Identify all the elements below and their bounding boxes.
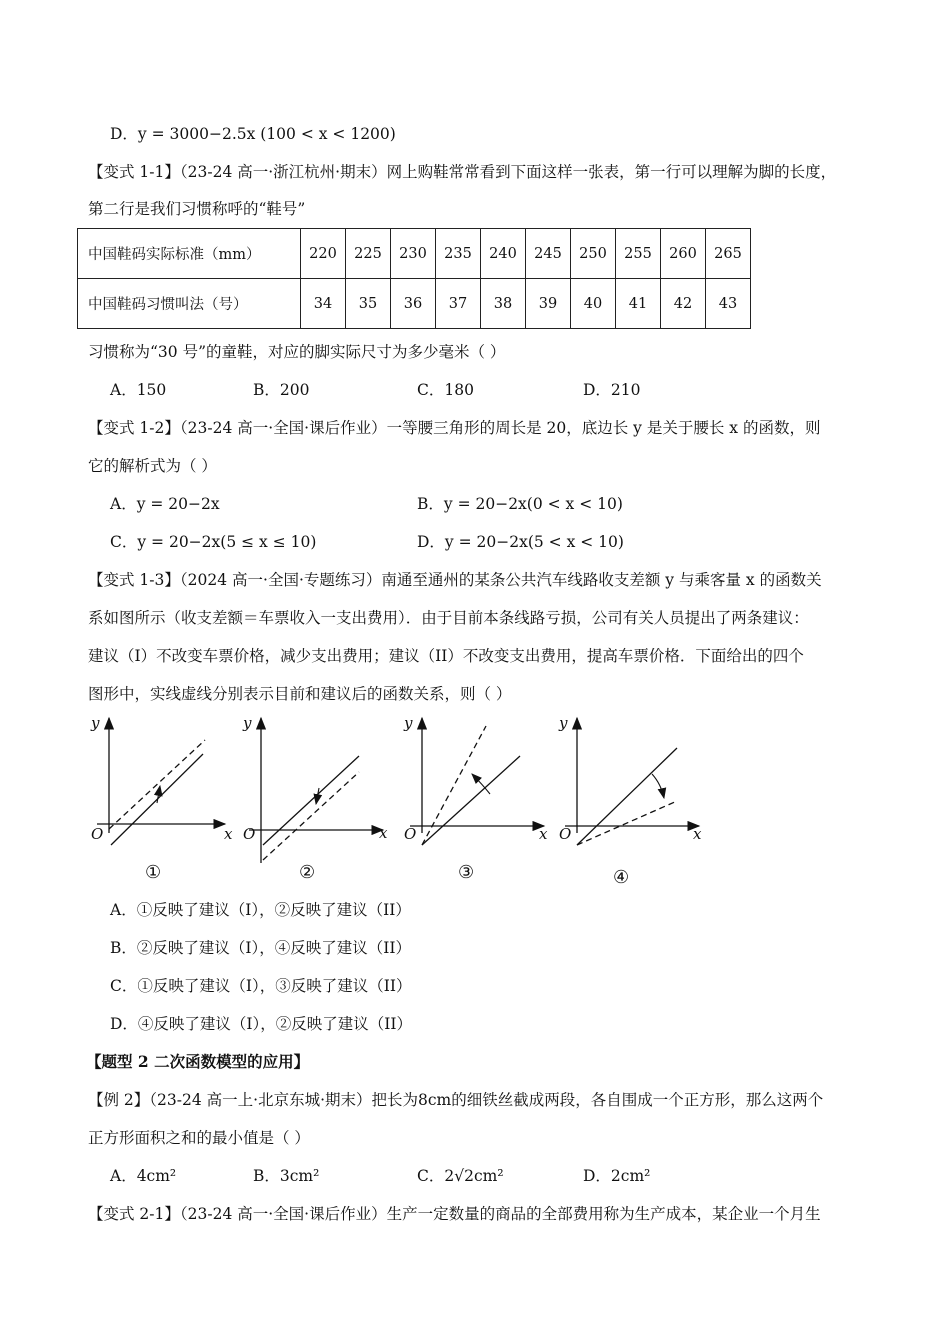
table-row <box>78 279 751 329</box>
variant-1-2-line1: 【变式 1-2】（23-24 高一·全国·课后作业）一等腰三角形的周长是 20，底边长 y 是关于腰长 x 的函数，则 <box>88 419 821 437</box>
option-b: B．y = 20−2x(0 < x < 10) <box>417 495 623 513</box>
x-label: x <box>539 825 548 843</box>
table-cell: 220 <box>301 229 346 279</box>
option-d: D．y = 20−2x(5 < x < 10) <box>417 533 624 551</box>
option-c: C．①反映了建议（I），③反映了建议（II） <box>110 977 412 995</box>
option-c: C．y = 20−2x(5 ≤ x ≤ 10) <box>110 533 317 551</box>
graph-number: ③ <box>458 862 475 883</box>
y-label: y <box>404 714 413 732</box>
option-b: B．3cm² <box>253 1167 320 1185</box>
option-b: B．②反映了建议（I），④反映了建议（II） <box>110 939 412 957</box>
origin-label: O <box>404 825 417 843</box>
option-a: A．y = 20−2x <box>110 495 220 513</box>
option-a: A．4cm² <box>110 1167 177 1185</box>
table-cell: 37 <box>436 279 481 329</box>
graph-number: ① <box>145 862 162 883</box>
table-cell: 36 <box>391 279 436 329</box>
graph-4 <box>558 714 702 888</box>
variant-1-1-line1: 【变式 1-1】（23-24 高一·浙江杭州·期末）网上购鞋常常看到下面这样一张表，第一行可以理解为脚的长度， <box>88 163 837 181</box>
x-label: x <box>693 825 702 843</box>
table-cell: 230 <box>391 229 436 279</box>
table-cell: 39 <box>526 279 571 329</box>
variant-2-1-line1: 【变式 2-1】（23-24 高一·全国·课后作业）生产一定数量的商品的全部费用称为生产成本，某企业一个月生 <box>88 1205 821 1223</box>
option-d: D．2cm² <box>583 1167 651 1185</box>
graph-1 <box>90 714 233 883</box>
origin-label: O <box>91 825 104 843</box>
option-d: D．210 <box>583 381 641 399</box>
current-line <box>577 748 677 845</box>
variant-1-1-question: 习惯称为“30 号”的童鞋，对应的脚实际尺寸为多少毫米（ ） <box>88 343 506 361</box>
table-cell: 245 <box>526 229 571 279</box>
current-line <box>422 756 520 845</box>
table-cell: 42 <box>661 279 706 329</box>
table-cell: 260 <box>661 229 706 279</box>
variant-1-3-line3: 建议（I）不改变车票价格，减少支出费用；建议（II）不改变支出费用，提高车票价格．下面给出的四个 <box>88 647 804 665</box>
graph-number: ② <box>299 862 316 883</box>
table-cell: 35 <box>346 279 391 329</box>
option-c: C．2√2cm² <box>417 1167 504 1185</box>
proposed-line <box>109 740 205 829</box>
proposed-line <box>263 772 359 860</box>
y-label: y <box>91 714 100 732</box>
y-label: y <box>243 714 252 732</box>
table-row-header: 中国鞋码实际标准（mm） <box>78 229 301 279</box>
origin-label: O <box>243 825 256 843</box>
x-label: x <box>379 824 388 842</box>
current-line <box>111 754 203 845</box>
variant-1-3-line2: 系如图所示（收支差额＝车票收入一支出费用）．由于目前本条线路亏损，公司有关人员提出了两条建议： <box>88 609 809 627</box>
option-a: A．150 <box>110 381 167 399</box>
table-cell: 255 <box>616 229 661 279</box>
graph-2 <box>242 714 388 883</box>
table-cell: 250 <box>571 229 616 279</box>
table-cell: 34 <box>301 279 346 329</box>
y-label: y <box>559 714 568 732</box>
shoe-size-table <box>77 228 751 329</box>
origin-label: O <box>559 825 572 843</box>
current-line <box>263 756 359 845</box>
section-heading: 【题型 2 二次函数模型的应用】 <box>86 1052 310 1071</box>
option-d-top: D．y = 3000−2.5x (100 < x < 1200) <box>110 125 396 143</box>
table-cell: 235 <box>436 229 481 279</box>
example-2-line1: 【例 2】（23-24 高一上·北京东城·期末）把长为8cm的细铁丝截成两段，各自围成一个正方形，那么这两个 <box>88 1091 824 1109</box>
option-b: B．200 <box>253 381 310 399</box>
option-d: D．④反映了建议（I），②反映了建议（II） <box>110 1015 413 1033</box>
graph-number: ④ <box>613 867 630 888</box>
table-cell: 43 <box>706 279 751 329</box>
variant-1-3-line4: 图形中，实线虚线分别表示目前和建议后的函数关系，则（ ） <box>88 685 512 703</box>
table-cell: 38 <box>481 279 526 329</box>
option-a: A．①反映了建议（I），②反映了建议（II） <box>110 901 411 919</box>
proposed-line <box>422 726 486 845</box>
table-cell: 225 <box>346 229 391 279</box>
x-label: x <box>224 825 233 843</box>
table-cell: 265 <box>706 229 751 279</box>
graph-3 <box>403 714 548 883</box>
example-2-line2: 正方形面积之和的最小值是（ ） <box>88 1129 310 1147</box>
option-c: C．180 <box>417 381 474 399</box>
table-row <box>78 229 751 279</box>
table-cell: 40 <box>571 279 616 329</box>
table-cell: 240 <box>481 229 526 279</box>
variant-1-1-line2: 第二行是我们习惯称呼的“鞋号” <box>88 200 306 218</box>
variant-1-2-line2: 它的解析式为（ ） <box>88 457 217 475</box>
proposed-line <box>577 801 677 845</box>
table-cell: 41 <box>616 279 661 329</box>
variant-1-3-line1: 【变式 1-3】（2024 高一·全国·专题练习）南通至通州的某条公共汽车线路收支差额 y 与乘客量 x 的函数关 <box>88 571 822 589</box>
table-row-header: 中国鞋码习惯叫法（号） <box>78 279 301 329</box>
function-graphs <box>85 708 725 888</box>
